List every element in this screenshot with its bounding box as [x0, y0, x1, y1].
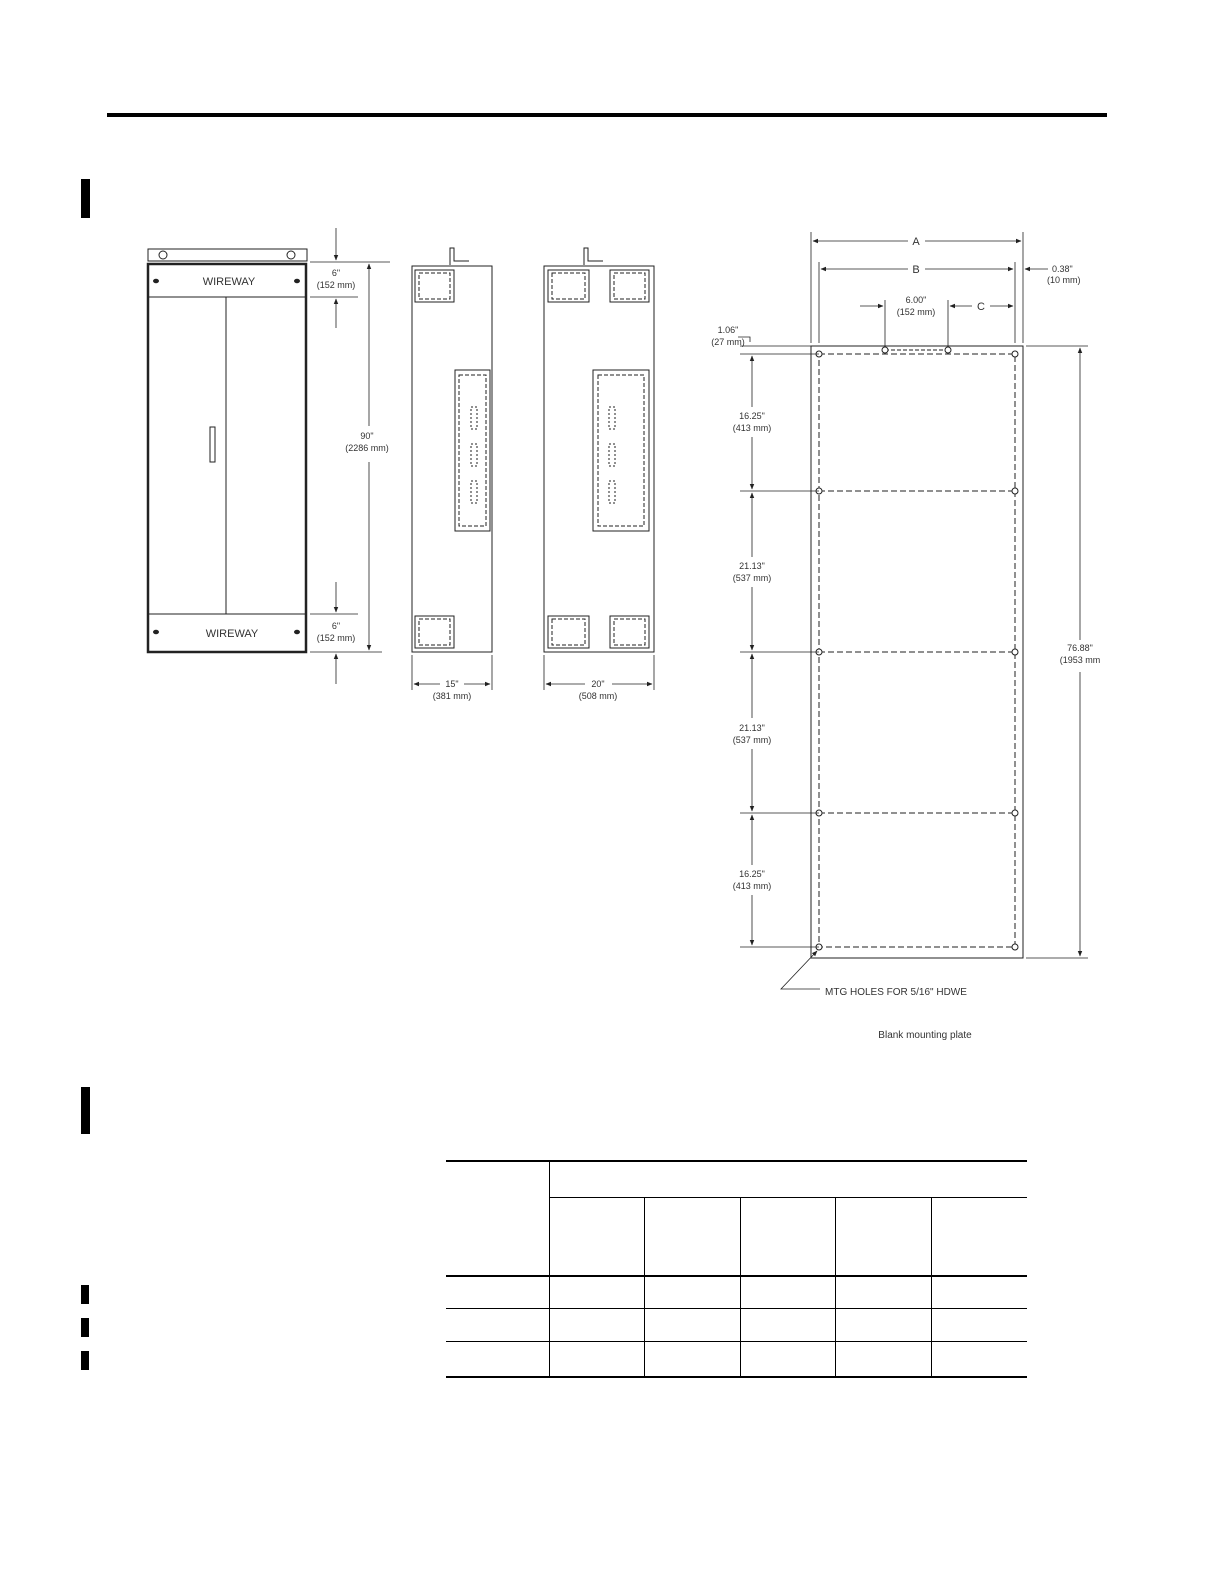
cabinet-20-width-dim-mm: (508 mm) [578, 691, 618, 701]
top-wireway-dim-mm: (152 mm) [316, 280, 356, 290]
bottom-wireway-label: WIREWAY [205, 628, 259, 640]
table-row-rule-1 [446, 1308, 1027, 1309]
row-marker-1 [81, 1285, 89, 1304]
cabinet-front-dimensions [310, 228, 390, 684]
cabinet-15-width-dim-mm: (381 mm) [432, 691, 472, 701]
cabinet-15-width-dim: 15" [445, 679, 459, 689]
mounting-plate-caption: Blank mounting plate [878, 1030, 972, 1041]
table-col-divider-1 [549, 1160, 550, 1378]
table-bottom-rule [446, 1376, 1027, 1378]
segment-2-dim-mm: (537 mm) [732, 573, 772, 583]
table-col-divider-3 [740, 1197, 741, 1378]
dim-a-label: A [912, 236, 920, 248]
mounting-holes [816, 347, 1018, 950]
total-height-dim: 76.88" [1067, 643, 1093, 653]
table-col-divider-2 [644, 1197, 645, 1378]
cabinet-20-side-view [544, 248, 654, 652]
total-height-dim-mm: (1953 mm [1059, 655, 1101, 665]
segment-1-dim-mm: (413 mm) [732, 423, 772, 433]
height-dim: 90" [360, 431, 374, 441]
cabinet-15-side-view [412, 248, 492, 652]
table-row-rule-2 [446, 1341, 1027, 1342]
dimensions-table [446, 1160, 1027, 1378]
row-marker-2 [81, 1318, 89, 1337]
top-wireway-dim: 6" [331, 268, 341, 278]
edge-offset-dim-mm: (10 mm) [1047, 275, 1081, 285]
table-header-rule [446, 1275, 1027, 1277]
dim-c-label: C [977, 301, 985, 313]
segment-4-dim-mm: (413 mm) [732, 881, 772, 891]
table-subheader-rule [549, 1197, 1027, 1198]
dim-b-label: B [912, 264, 920, 276]
mounting-holes-note: MTG HOLES FOR 5/16" HDWE [825, 987, 967, 998]
cabinet-20-width-dim: 20" [591, 679, 605, 689]
hole-spacing-dim: 6.00" [905, 295, 927, 305]
table-top-rule [446, 1160, 1027, 1162]
segment-4-dim: 16.25" [739, 869, 765, 879]
segment-3-dim: 21.13" [739, 723, 765, 733]
cabinet-front-view [148, 249, 307, 652]
segment-3-dim-mm: (537 mm) [732, 735, 772, 745]
edge-offset-dim: 0.38" [1052, 264, 1073, 274]
segment-2-dim: 21.13" [739, 561, 765, 571]
top-offset-dim-mm: (27 mm) [711, 337, 745, 347]
height-dim-mm: (2286 mm) [345, 443, 389, 453]
mounting-plate [811, 346, 1023, 958]
top-offset-dim: 1.06" [717, 325, 739, 335]
row-marker-3 [81, 1351, 89, 1370]
table-col-divider-5 [931, 1197, 932, 1378]
bottom-wireway-dim: 6" [331, 621, 341, 631]
table-col-divider-4 [835, 1197, 836, 1378]
bottom-wireway-dim-mm: (152 mm) [316, 633, 356, 643]
hole-spacing-dim-mm: (152 mm) [896, 307, 936, 317]
segment-1-dim: 16.25" [739, 411, 765, 421]
top-wireway-label: WIREWAY [202, 276, 256, 288]
